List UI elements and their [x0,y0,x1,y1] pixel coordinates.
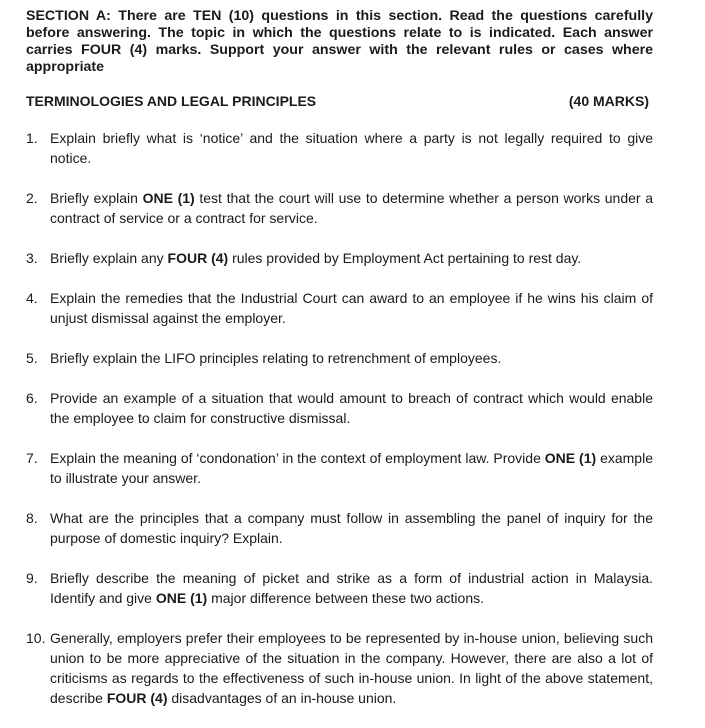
question-number: 3. [26,250,38,266]
question-number: 10. [26,630,46,646]
question-item [26,448,653,488]
question-text-part: rules provided by Employment Act pertaining to rest day. [228,250,582,266]
emphasis-text: FOUR (4) [106,690,168,706]
question-item [26,628,653,708]
question-text-part: example to illustrate your answer. [50,450,653,486]
question-text-part: major difference between these two actions. [207,590,484,606]
question-text-part: Explain the remedies that the Industrial Court can award to an employee if he wins his claim of unjust dismissal against the employer. [50,290,653,326]
question-item [26,288,653,328]
question-item [26,128,653,168]
question-item [26,568,653,608]
question-text [50,128,653,168]
question-item [26,248,653,268]
emphasis-text: ONE (1) [142,190,195,206]
question-number: 2. [26,190,38,206]
emphasis-text: ONE (1) [544,450,597,466]
question-number: 1. [26,130,38,146]
exam-page [26,8,653,728]
question-number: 9. [26,570,38,586]
section-instructions: SECTION A: There are TEN (10) questions in this section. Read the questions carefully before answering. The topic in which the questions relate to is indicated. Each answer carries FOUR (4) marks. Support your answer with the relevant rules or cases where appropriate [26,8,653,75]
question-text-part: Provide an example of a situation that would amount to breach of contract which would enable the employee to claim for constructive dismissal. [50,390,653,426]
question-text-part: Explain briefly what is ‘notice’ and the situation where a party is not legally required to give notice. [50,130,653,166]
question-item [26,188,653,228]
question-text [50,628,653,708]
question-text [50,188,653,228]
question-number: 6. [26,390,38,406]
question-text-part: Briefly explain any [50,250,168,266]
question-text [50,448,653,488]
question-list [26,128,653,708]
topic-heading [26,93,653,109]
total-marks: (40 MARKS) [568,93,649,109]
question-text-part: disadvantages of an in-house union. [167,690,397,706]
topic-title: TERMINOLOGIES AND LEGAL PRINCIPLES [26,93,317,109]
question-text-part: test that the court will use to determine whether a person works under a contract of service or a contract for service. [50,190,654,226]
question-text-part: Generally, employers prefer their employees to be represented by in-house union, believing such union to be more appreciative of the situation in the company. However, there are also a lot of criticisms as regards to the effectiveness of such in-house union. In light of the above statement, describe [50,630,653,706]
emphasis-text: FOUR (4) [167,250,229,266]
question-item [26,348,653,368]
question-text-part: Briefly explain the LIFO principles relating to retrenchment of employees. [50,350,502,366]
question-text-part: Briefly describe the meaning of picket and strike as a form of industrial action in Malaysia. Identify and give [50,570,653,606]
question-item [26,388,653,428]
question-number: 4. [26,290,38,306]
question-item [26,508,653,548]
question-text-part: Briefly explain [50,190,143,206]
question-number: 8. [26,510,38,526]
question-number: 7. [26,450,38,466]
question-text [50,348,653,368]
question-text [50,388,653,428]
question-text-part: Explain the meaning of ‘condonation’ in the context of employment law. Provide [50,450,545,466]
emphasis-text: ONE (1) [155,590,208,606]
question-text-part: What are the principles that a company must follow in assembling the panel of inquiry for the purpose of domestic inquiry? Explain. [50,510,653,546]
question-text [50,568,653,608]
question-text [50,508,653,548]
question-text [50,288,653,328]
question-text [50,248,653,268]
question-number: 5. [26,350,38,366]
